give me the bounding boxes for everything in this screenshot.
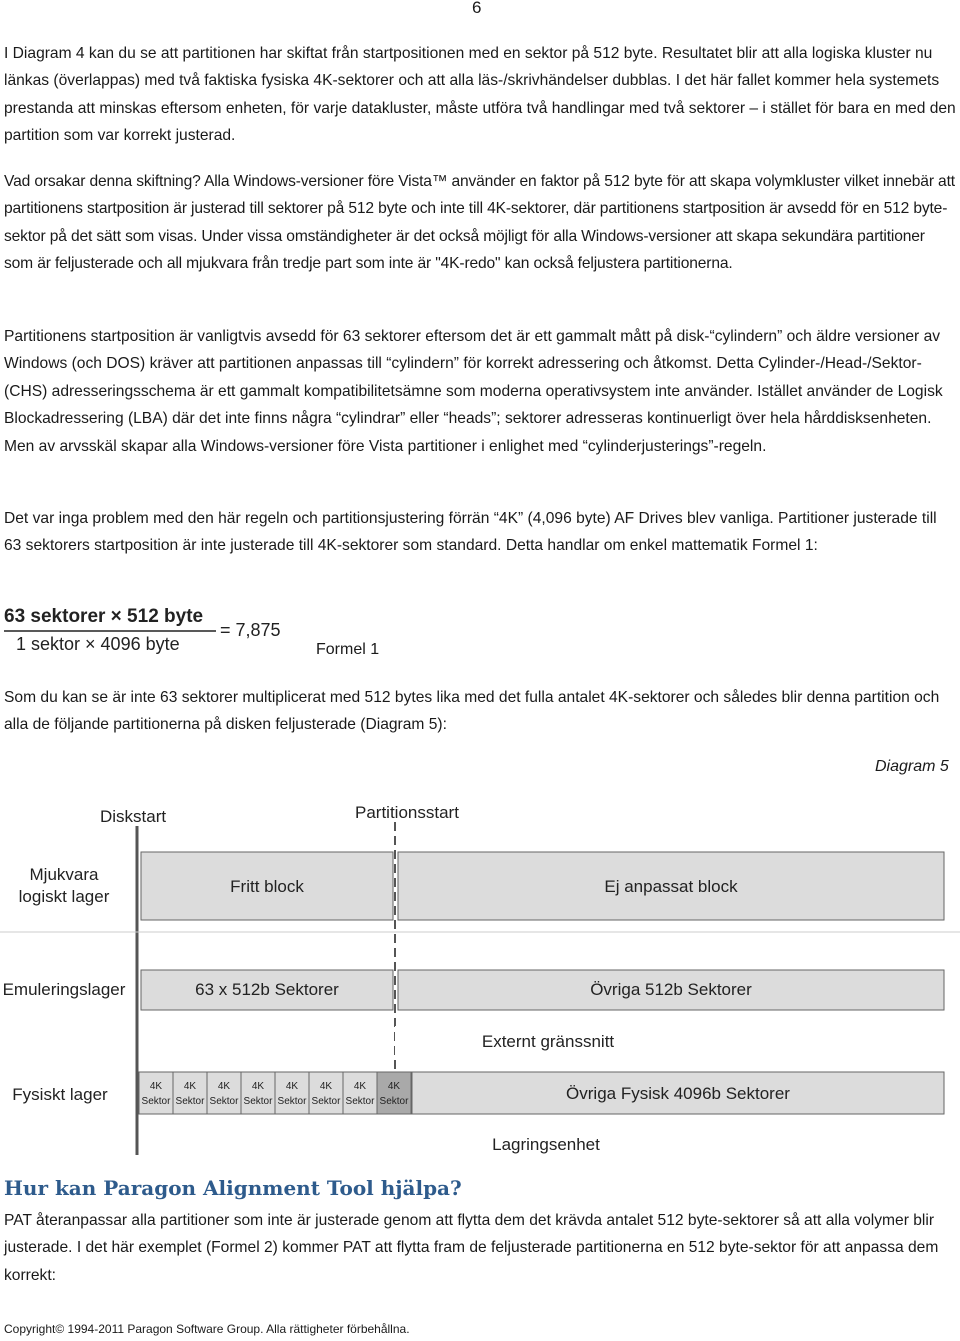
physical-cell-size: 4K bbox=[183, 1081, 197, 1092]
physical-4k-cell bbox=[139, 1072, 173, 1114]
physical-layer-label: Fysiskt lager bbox=[12, 1085, 108, 1104]
section-heading: Hur kan Paragon Alignment Tool hjälpa? bbox=[4, 1176, 462, 1200]
formula-numerator: 63 sektorer × 512 byte bbox=[4, 606, 204, 627]
physical-4k-cell bbox=[343, 1072, 377, 1114]
physical-cell-label: Sektor bbox=[379, 1096, 409, 1107]
formula-1 bbox=[4, 600, 304, 660]
physical-4k-cell bbox=[207, 1072, 241, 1114]
interface-top-mask bbox=[395, 1026, 408, 1056]
physical-cell-size: 4K bbox=[353, 1081, 367, 1092]
paragraph-4k-drives: Det var inga problem med den här regeln och partitionsjustering förrän “4K” (4,096 byte) AF Drives blev vanliga. Partitioner justerade till 63 sektorers startposition är inte justerade till 4K-sektorer som standard. Detta handlar om enkel mattematik Formel 1: bbox=[4, 510, 937, 555]
other-physical-label: Övriga Fysisk 4096b Sektorer bbox=[566, 1084, 790, 1103]
external-interface-label: Externt gränssnitt bbox=[481, 1032, 615, 1051]
physical-cell-label: Sektor bbox=[345, 1096, 375, 1107]
partition-start-label: Partitionsstart bbox=[355, 803, 459, 822]
free-block-label: Fritt block bbox=[230, 877, 304, 896]
formula-denominator: 1 sektor × 4096 byte bbox=[16, 634, 180, 654]
diagram-caption: Diagram 5 bbox=[875, 758, 949, 775]
physical-cell-label: Sektor bbox=[277, 1096, 307, 1107]
physical-cell-size: 4K bbox=[149, 1081, 163, 1092]
physical-4k-cell bbox=[241, 1072, 275, 1114]
physical-cell-size: 4K bbox=[285, 1081, 299, 1092]
physical-4k-cell bbox=[173, 1072, 207, 1114]
physical-cell-label: Sektor bbox=[209, 1096, 239, 1107]
physical-cell-label: Sektor bbox=[243, 1096, 273, 1107]
copyright-footer: Copyright© 1994-2011 Paragon Software Group. Alla rättigheter förbehållna. bbox=[4, 1322, 410, 1336]
formula-result: = 7,875 bbox=[220, 620, 281, 640]
diagram-5 bbox=[0, 790, 960, 1160]
physical-cell-size: 4K bbox=[217, 1081, 231, 1092]
formula-caption: Formel 1 bbox=[316, 641, 380, 658]
paragraph-shift-cause: Vad orsakar denna skiftning? Alla Windows-versioner före Vista™ använder en faktor på 512 byte för att skapa volymkluster vilket innebär att partitionens startposition är justerad till sektorer på 512 byte och inte till 4K-sektorer, där partitionens startposition är avsedd för en 512 byte-sektor på det sätt som visas. Under vissa omständigheter är det också möjligt för alla Windows-versioner att skapa sekundära partitioner som är feljusterade och all mjukvara från tredje part som inte är "4K-redo" kan också feljustera partitionerna. bbox=[4, 173, 955, 273]
emulation-layer-label: Emuleringslager bbox=[2, 980, 126, 999]
physical-cell-size: 4K bbox=[251, 1081, 265, 1092]
physical-cell-label: Sektor bbox=[311, 1096, 341, 1107]
page-number: 6 bbox=[472, 0, 482, 17]
physical-cells bbox=[139, 1072, 411, 1114]
paragraph-diagram4: I Diagram 4 kan du se att partitionen har skiftat från startpositionen med en sektor på 512 byte. Resultatet blir att alla logiska kluster nu länkas (överlappas) med två faktiska fysiska 4K-sektorer och att alla läs-/skrivhändelser dubblas. I det här fallet kommer hela systemets prestanda att minskas eftersom enheten, för varje datakluster, måste utföra två handlingar med två sektorer – i stället för bara en med den partition som var korrekt justerad. bbox=[4, 45, 956, 145]
physical-4k-cell bbox=[275, 1072, 309, 1114]
paragraph-misaligned: Som du kan se är inte 63 sektorer multiplicerat med 512 bytes lika med det fulla antalet 4K-sektorer och således blir denna partition och alla de följande partitionerna på disken feljusterade (Diagram 5): bbox=[4, 689, 940, 734]
physical-cell-size: 4K bbox=[319, 1081, 333, 1092]
physical-4k-cell bbox=[309, 1072, 343, 1114]
software-layer-label-1: Mjukvara bbox=[29, 865, 99, 884]
physical-4k-cell bbox=[377, 1072, 411, 1114]
physical-cell-size: 4K bbox=[387, 1081, 401, 1092]
disk-start-label: Diskstart bbox=[100, 807, 167, 826]
sectors-63-label: 63 x 512b Sektorer bbox=[195, 980, 339, 999]
paragraph-cylinder: Partitionens startposition är vanligtvis avsedd för 63 sektorer eftersom det är ett gammalt mått på disk-“cylindern” och äldre versioner av Windows (och DOS) kräver att partitionen anpassas till “cylindern” för korrekt adressering och åtkomst. Detta Cylinder-/Head-/Sektor- (CHS) adresseringsschema är ett gammalt kompatibilitetsämne som moderna operativsystem inte använder. Istället använder de Logisk Blockadressering (LBA) där det inte finns några “cylindrar” eller “heads”; sektorer adresseras kontinuerligt över hela hårddisksenheten. Men av arvsskäl skapar alla Windows-versioner före Vista partitioner i enlighet med “cylinderjusterings”-regeln. bbox=[4, 328, 943, 455]
physical-cell-label: Sektor bbox=[141, 1096, 171, 1107]
physical-cell-label: Sektor bbox=[175, 1096, 205, 1107]
not-aligned-label: Ej anpassat block bbox=[604, 877, 738, 896]
storage-unit-label: Lagringsenhet bbox=[492, 1135, 600, 1154]
paragraph-pat: PAT återanpassar alla partitioner som inte är justerade genom att flytta dem det krävda antalet 512 byte-sektorer så att alla volymer blir justerade. I det här exemplet (Formel 2) kommer PAT att flytta fram de feljusterade partitionerna en 512 byte-sektor för att anpassa dem korrekt: bbox=[4, 1212, 939, 1284]
other-512-label: Övriga 512b Sektorer bbox=[590, 980, 752, 999]
software-layer-label-2: logiskt lager bbox=[18, 887, 110, 906]
